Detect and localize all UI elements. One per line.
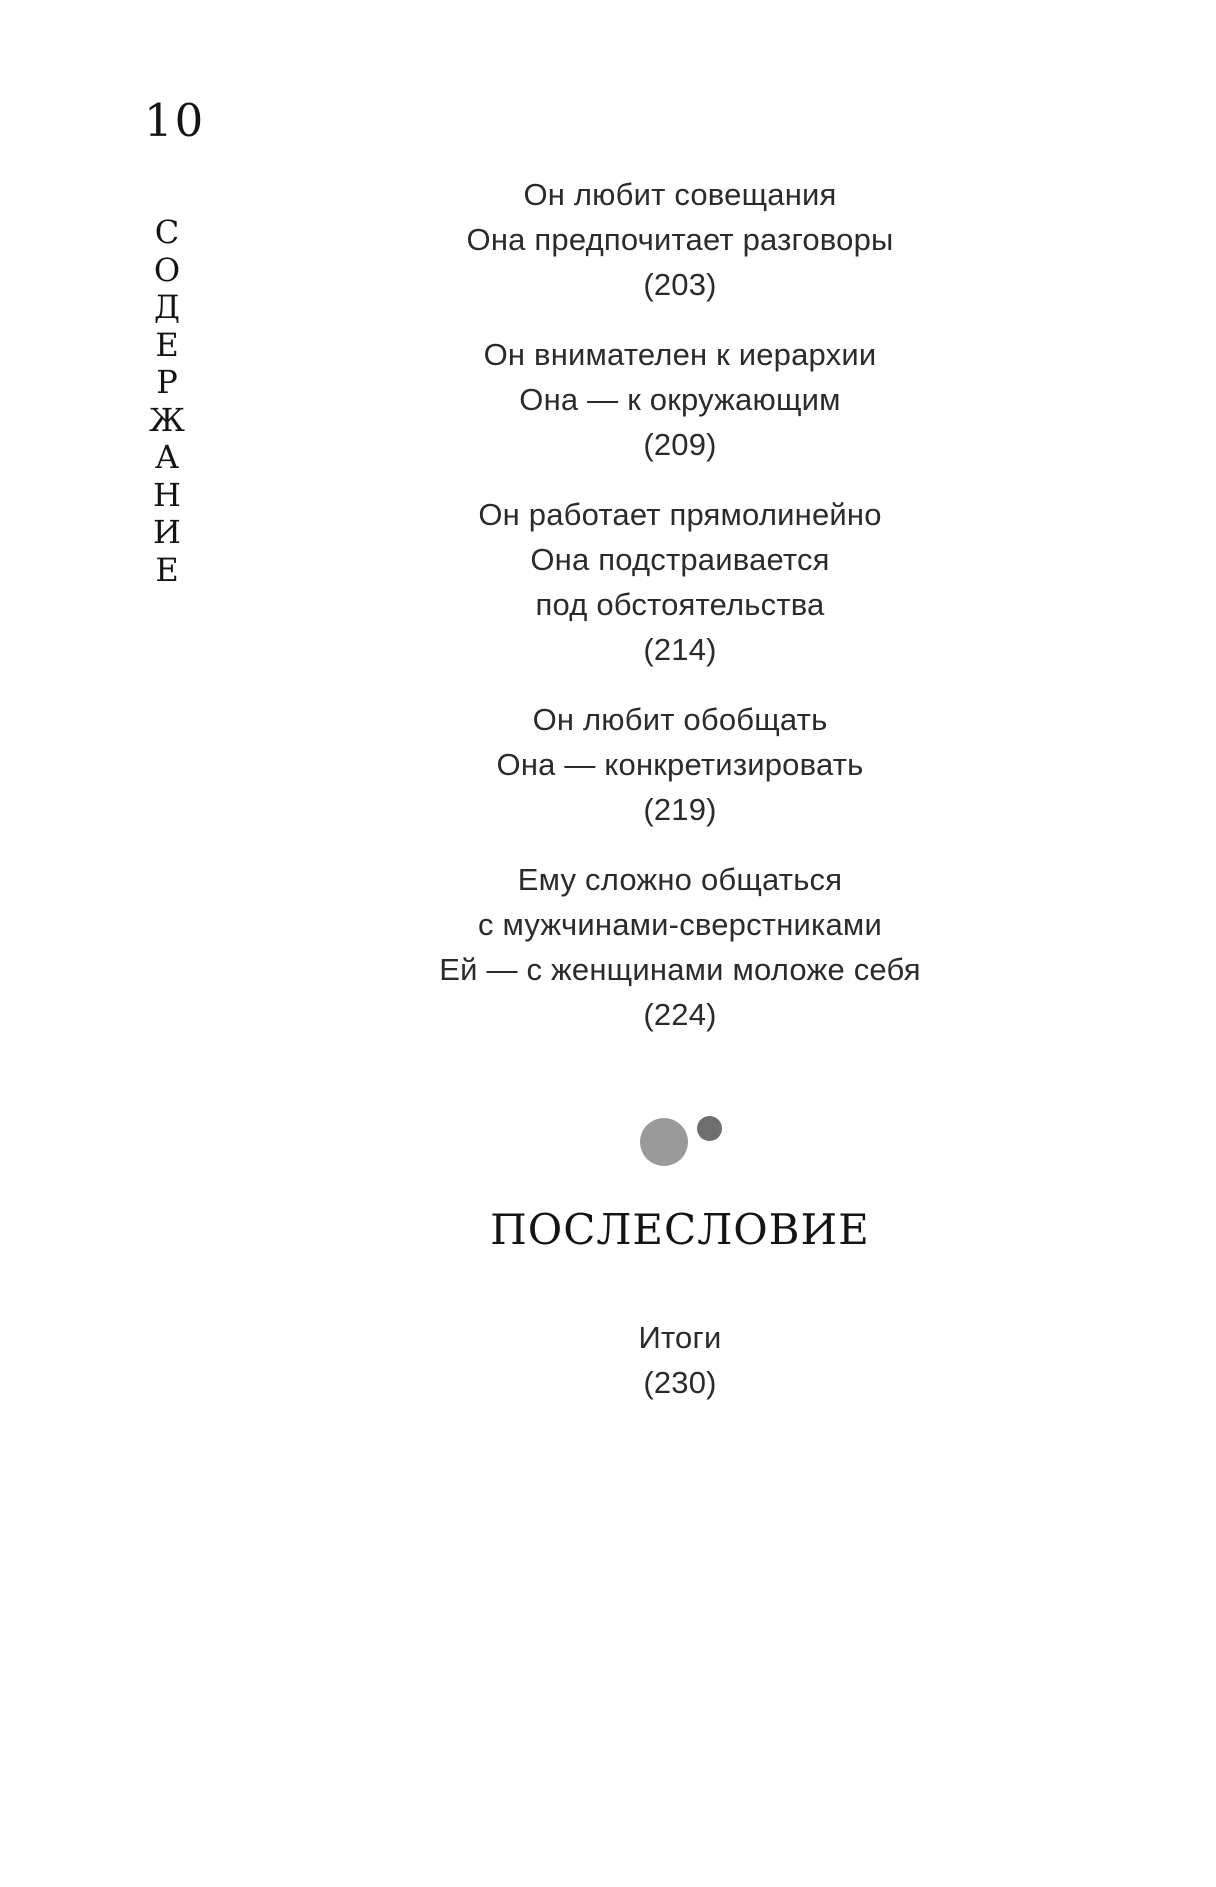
toc-entry-line: Она подстраивается [530, 542, 830, 577]
toc-entry [340, 172, 1020, 307]
toc-entry-line: под обстоятельства [535, 587, 825, 622]
toc-entry-line: Она — конкретизировать [496, 747, 864, 782]
afterword-entry [340, 1315, 1020, 1405]
page-number: 10 [144, 94, 206, 147]
toc-content [340, 172, 1020, 1062]
vertical-title-letter: Н [153, 475, 181, 514]
chapter-vertical-title [145, 214, 189, 589]
toc-page-ref: (209) [643, 427, 717, 462]
toc-page-ref: (219) [643, 792, 717, 827]
toc-entry-line: Он любит совещания [523, 177, 837, 212]
toc-page-ref: (224) [643, 997, 717, 1032]
toc-page-ref: (203) [643, 267, 717, 302]
toc-entry-line: Ему сложно общаться [517, 862, 843, 897]
toc-entry-line: Она предпочитает разговоры [466, 222, 894, 257]
divider-large-circle-icon [640, 1118, 688, 1166]
vertical-title-letter: Д [153, 288, 180, 326]
toc-entry [340, 857, 1020, 1037]
toc-entry-line: Ей — с женщинами моложе себя [439, 952, 921, 987]
afterword-entry-line: Итоги [638, 1320, 722, 1355]
toc-entry-line: Он работает прямолинейно [478, 497, 882, 532]
vertical-title-letter: Р [156, 363, 178, 401]
toc-entry-line: Он любит обобщать [532, 702, 828, 737]
toc-entry [340, 492, 1020, 672]
afterword-heading: ПОСЛЕСЛОВИЕ [490, 1205, 870, 1254]
vertical-title-letter: Е [155, 325, 179, 364]
vertical-title-letter: О [153, 250, 181, 289]
toc-entry-line: Она — к окружающим [519, 382, 841, 417]
toc-page-ref: (214) [643, 632, 717, 667]
toc-entry [340, 332, 1020, 467]
afterword-page-ref: (230) [643, 1365, 717, 1400]
vertical-title-letter: Е [155, 550, 179, 589]
toc-entry [340, 697, 1020, 832]
vertical-title-letter: С [154, 213, 180, 251]
divider-small-circle-icon [697, 1116, 722, 1141]
vertical-title-letter: Ж [149, 400, 185, 439]
vertical-title-letter: А [154, 438, 180, 476]
toc-entry-line: Он внимателен к иерархии [483, 337, 877, 372]
vertical-title-letter: И [153, 513, 181, 551]
toc-entry-line: с мужчинами-сверстниками [478, 907, 882, 942]
